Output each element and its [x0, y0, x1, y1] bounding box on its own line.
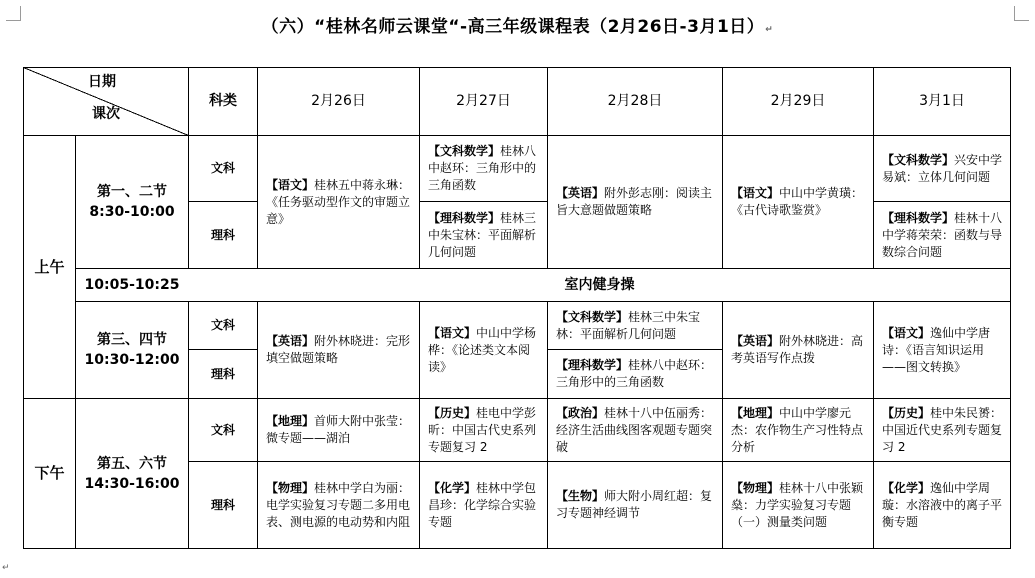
course-cell: 【地理】中山中学廖元杰：农作物生产习性特点分析	[731, 405, 864, 454]
session-3-label: 第五、六节 14:30-16:00	[84, 455, 180, 492]
course-cell: 【理科数学】桂林八中赵环：三角形中的三角函数	[556, 358, 713, 389]
course-cell: 【理科数学】桂林十八中学蒋荣荣：函数与导数综合问题	[882, 210, 1003, 259]
header-date: 2月29日	[770, 93, 826, 109]
header-date: 2月26日	[311, 93, 366, 109]
course-cell: 【英语】附外林晓进：高考英语写作点拨	[731, 334, 864, 365]
header-date: 3月1日	[919, 93, 965, 109]
course-cell: 【文科数学】桂林八中赵环：三角形中的三角函数	[428, 144, 537, 192]
paragraph-mark-icon: ↵	[2, 563, 10, 573]
header-date: 2月28日	[607, 93, 663, 109]
course-cell: 【化学】逸仙中学周璇：水溶液中的离子平衡专题	[882, 480, 1003, 529]
course-cell: 【历史】桂中朱民赟：中国近代史系列专题复习 2	[882, 405, 1003, 454]
course-cell: 【地理】首师大附中张莹：微专题——湖泊	[266, 414, 411, 445]
course-cell: 【物理】桂林中学白为丽：电学实验复习专题二多用电表、测电源的电动势和内阻	[266, 480, 411, 529]
course-cell: 【物理】桂林十八中张颖燊：力学实验复习专题（一）测量类问题	[731, 480, 864, 529]
session-1-label: 第一、二节 8:30-10:00	[89, 184, 175, 220]
course-cell: 【语文】中山中学黄璜：《古代诗歌鉴赏》	[731, 186, 864, 217]
header-subject-label: 科类	[209, 93, 237, 109]
course-cell: 【化学】桂林中学包昌珍：化学综合实验专题	[428, 480, 537, 529]
header-date: 2月27日	[456, 93, 511, 109]
course-cell: 【语文】逸仙中学唐诗：《语言知识运用——图文转换》	[882, 325, 991, 374]
course-cell: 【理科数学】桂林三中朱宝林：平面解析几何问题	[428, 210, 537, 259]
course-cell: 【历史】桂电中学彭昕：中国古代史系列专题复习 2	[428, 405, 537, 454]
header-date-label: 日期	[88, 73, 116, 90]
track-label-arts: 文科	[210, 318, 235, 332]
course-cell: 【文科数学】桂林三中朱宝林：平面解析几何问题	[556, 309, 701, 341]
course-cell: 【英语】附外林晓进：完形填空做题策略	[266, 334, 411, 365]
track-label-science: 理科	[210, 497, 235, 512]
page-title: （六）“桂林名师云课堂“-高三年级课程表（2月26日-3月1日）↵	[261, 17, 774, 37]
paragraph-mark-icon: ↵	[765, 25, 774, 35]
course-cell: 【政治】桂林十八中伍丽秀：经济生活曲线图客观题专题突破	[556, 405, 713, 454]
track-label-arts: 文科	[210, 161, 235, 175]
track-label-arts: 文科	[210, 422, 235, 437]
half-day-label-morning: 上午	[34, 257, 65, 276]
header-period-label: 课次	[92, 105, 120, 122]
course-cell: 【生物】师大附小周红超：复习专题神经调节	[556, 489, 713, 520]
track-label-science: 理科	[210, 366, 235, 381]
course-cell: 【文科数学】兴安中学易斌：立体几何问题	[882, 152, 1003, 184]
course-cell: 【语文】桂林五中蒋永琳：《任务驱动型作文的审题立意》	[266, 177, 411, 226]
break-time: 10:05-10:25	[84, 277, 180, 293]
course-cell: 【英语】附外彭志刚：阅读主旨大意题做题策略	[556, 186, 713, 217]
track-label-science: 理科	[210, 227, 235, 242]
break-activity: 室内健身操	[564, 277, 635, 293]
half-day-label-afternoon: 下午	[34, 464, 65, 482]
session-2-label: 第三、四节 10:30-12:00	[84, 332, 180, 368]
course-cell: 【语文】中山中学杨桦：《论述类文本阅读》	[428, 325, 537, 374]
